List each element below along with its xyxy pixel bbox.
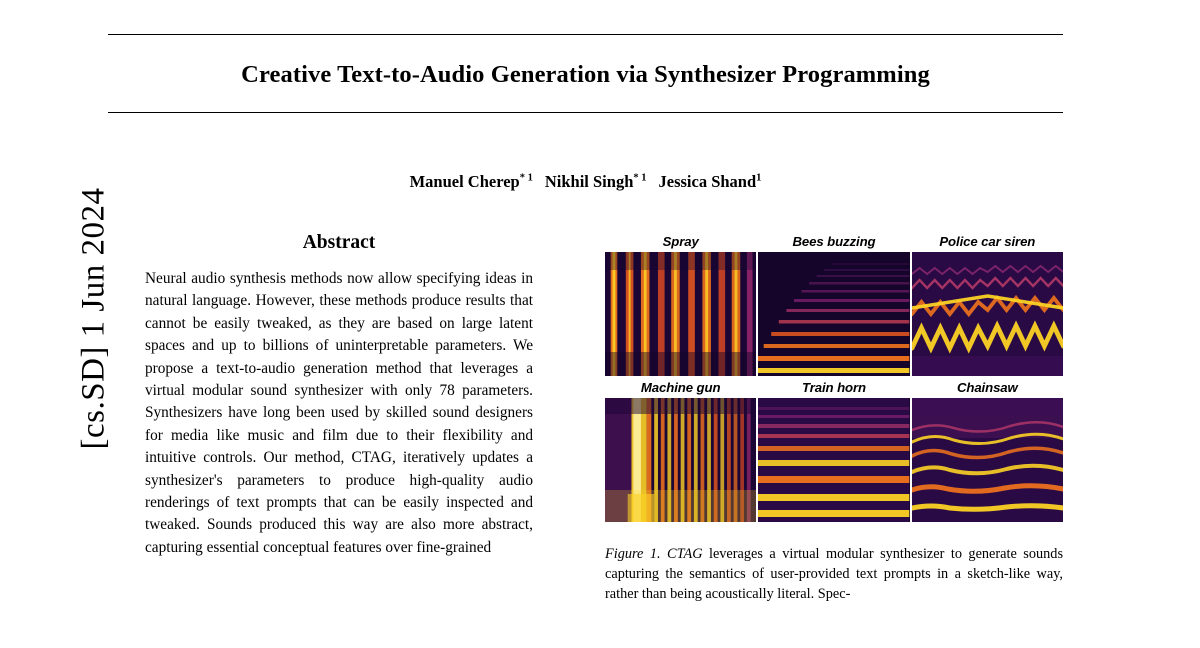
page-title: Creative Text-to-Audio Generation via Synthesizer Programming [241, 61, 930, 88]
author-marks: 1 [756, 172, 762, 184]
author-name: Jessica Shand [658, 172, 757, 191]
panel-label: Train horn [802, 380, 866, 395]
spectrogram-machine-gun [605, 398, 756, 522]
figure-panel [605, 234, 756, 376]
author-marks: * 1 [633, 172, 647, 184]
left-column [145, 232, 533, 559]
spectrogram-bees-buzzing [758, 252, 909, 376]
author-name: Nikhil Singh [544, 172, 634, 191]
panel-label: Spray [662, 234, 699, 249]
figure-caption-text: leverages a virtual modular synthesizer to generate sounds capturing the semantics of user-provided text prompts in a sketch-like way, rather than being acoustically literal. Spec- [605, 546, 1064, 603]
spectrogram-spray [605, 252, 756, 376]
figure-panel [912, 380, 1063, 522]
right-column [605, 234, 1063, 604]
figure-panel-grid [605, 234, 1063, 522]
abstract-heading: Abstract [302, 232, 376, 253]
figure-panel [912, 234, 1063, 376]
figure-caption-method: CTAG [667, 546, 703, 562]
panel-label: Bees buzzing [792, 234, 876, 249]
figure-caption [605, 544, 1063, 604]
panel-label: Police car siren [939, 234, 1036, 249]
panel-label: Machine gun [640, 380, 721, 395]
author-entry [410, 172, 533, 191]
title-rule-bottom [108, 112, 1063, 113]
author-list [108, 172, 1063, 192]
figure-caption-number: Figure 1. [605, 546, 661, 562]
figure-panel [758, 234, 909, 376]
arxiv-identifier-stamp: [cs.SD] 1 Jun 2024 [75, 187, 112, 450]
panel-label: Chainsaw [956, 380, 1018, 395]
author-entry [545, 172, 647, 191]
author-name: Manuel Cherep [409, 172, 520, 191]
title-block [108, 34, 1063, 113]
author-entry [659, 172, 762, 191]
abstract-text: Neural audio synthesis methods now allow specifying ideas in natural language. However, these methods produce results that cannot be easily tweaked, as they are based on large latent spaces and up to billions of uninterpretable parameters. We propose a text-to-audio generation method that leverages a virtual modular sound synthesizer with only 78 parameters. Synthesizers have long been used by skilled sound designers for media like music and film due to their flexibility and intuitive controls. Our method, CTAG, iteratively updates a synthesizer's parameters to produce high-quality audio renderings of text prompts that can be easily inspected and tweaked. Sounds produced this way are also more abstract, capturing essential conceptual features over fine-grained [145, 270, 533, 556]
spectrogram-chainsaw [912, 398, 1063, 522]
spectrogram-police-car-siren [912, 252, 1063, 376]
title-rule-top [108, 34, 1063, 35]
figure-panel [605, 380, 756, 522]
spectrogram-train-horn [758, 398, 909, 522]
author-marks: * 1 [519, 172, 533, 184]
figure-panel [758, 380, 909, 522]
